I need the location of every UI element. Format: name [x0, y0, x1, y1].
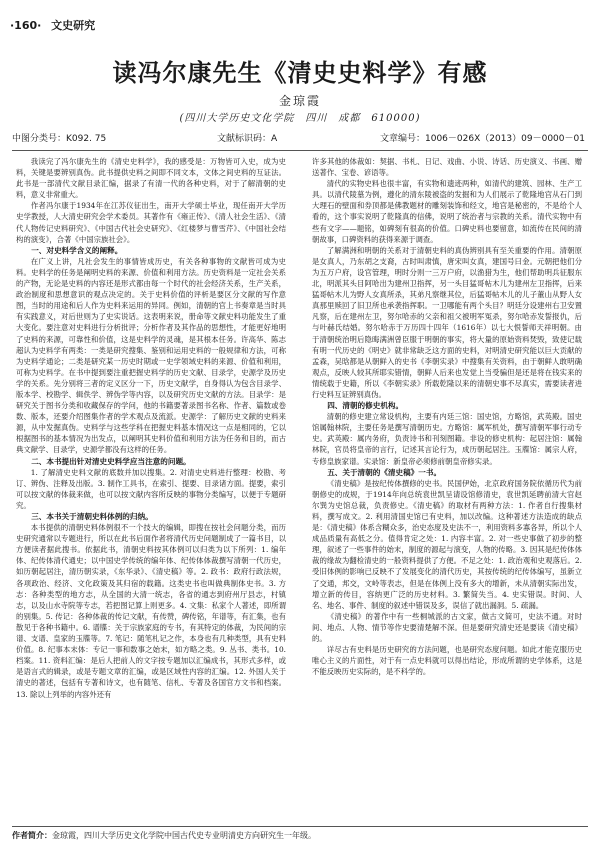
paragraph: 详尽古有史料是历史研究的方法问题，也是研究态度问题。如此才能克服历史唯心主义的片面性，对于有一点史料就可以得出结论，形成所谓的史学体系，这是不能反映历史实际的，是不科学的。: [312, 645, 582, 677]
right-text-column: [312, 156, 582, 821]
paragraph: 《清史稿》是按纪传体撰修的史书。民国伊始，北京政府国务院依循历代为前朝修史的成规，于1914年向总统袁世凯呈请设馆修清史，袁世凯延聘前清大官赵尔巽为史馆总裁，负责修史。《清史稿》的取材有两种方法：1. 作者自行搜集材料，撰写成文。2. 利用清国史馆已有史料，加以改编。这种著述方法造成的缺点是：《清史稿》体系含糊众多，治史态度及史法不一，利用资料多寡各异，所以个人成品质量有高低之分。值得肯定之处：1. 内容丰富。2. 对一些史事做了初步的整理，叙述了一些事件的始末，制度的源起与演变，人物的传略。3. 因其是纪传体体裁的缘故为翻检清史的一般资料提供了方便。不足之处：1. 政治观和史观落后。2. 受旧体例的影响已反映不了发展变化的清代历史，其按传统的纪传体编写，虽新立了交通，邦交，文岭等表志，但是在体例上没有多大的增新，未从清朝实际出发，增立新的传目，容纳更广泛的历史材料。3. 繁简失当。4. 史实错误。时间、人名、地名、事件、制度的叙述中错误及多，误信了就出漏洞。5. 疏漏。: [312, 478, 582, 610]
section-heading: 二、本书提出针对清史史料学应当注意的问题。: [31, 456, 191, 466]
section-heading: 三、本书关于清朝史料体例的归纳。: [31, 512, 153, 521]
article-title: 读冯尔康先生《清史史料学》有感: [112, 59, 488, 87]
paragraph: 了解满洲和明朝的关系对于清朝史料的真伪辨别具有至关重要的作用。清朝原是女真人，乃东胡之支裔，古时叫肃慎，唐宋叫女真，建国号曰金。元朝把他们分为五万户府，设官管理，明时分则一三万户府，以渔猎为生，他们帮助明兵征服东北，明派其头目阿哈出为建州卫指挥，另一头目猛哥帖木儿为建州左卫指挥，后来猛哥帖木儿为野人女真所杀，其弟凡察继其位，后猛哥帖木儿的儿子董山从野人女真那里赎回了旧卫所也承袭指挥职。一卫哪能有两个头目？明廷分设建州右卫安置凡察，后在建州左卫，努尔哈赤的父亲和祖父被明军冤杀，努尔哈赤发誓报仇，后与叶赫氏结婚。努尔哈赤于万历四十四年（1616年）以七大恨誓师天祥明朝。由于清朝统治明后隐晦满洲曾臣服于明朝的事实，将大量的原始资料焚毁，致使记载有明一代历史的《明史》就非常缺乏这方面的史料，对明清史研究能以巨大贡献的孟森，吴晗都是从朝鲜入的史书《李朝实录》中搜集有关资料，由于朝鲜人敢明确观点，反映人较其所耶实错情，朝鲜人后来也发觉上当受骗但是还是将在钱实来的情统载于史籍，所以《李朝实录》所载乾隆以来的清朝史事不尽真实，需要读者进行史料互证辨别真伪。: [312, 245, 582, 399]
author-note: [12, 830, 588, 842]
classification-line: [12, 132, 588, 146]
paragraph: 1. 了解清史史料文献的底数并加以搜集。2. 对清史史料进行整理：校勘、考订、辨伪、注释及出版。3. 制作工具书，在索引、提要、目录诸方面。提要，索引可以按文献的体裁来做，也可以按文献内容所反映的事物分类编写，以便于专题研究。: [16, 467, 286, 510]
paragraph: 清朝的修史建立常设机构，主要有内廷三馆：国史馆，方略馆，武英殿。国史馆属翰林院，主要任务是撰写清朝历史。方略馆：属军机处，撰写清朝军事行动专史。武英殿：属内务府，负责诗书和刊刻图籍。非设的修史机构：起居注馆：属翰林院，官员将皇帝的言行，记述其言论行为，成历朝起居注。玉牒馆：属宗人府，专修皇族家谱。实录馆：新皇帝必须修前朝皇帝修实录。: [312, 412, 582, 466]
running-header: [10, 18, 590, 34]
paragraph: 《清史稿》的著作中有一些桐城派的古文家，做古文简可，史法不通。对时间、地点、人物、情节等作史要清楚解不深。但是要研究清史还是要读《清史稿》的。: [312, 611, 582, 644]
author-note-label: 作者简介：: [12, 831, 52, 840]
article-number: 文章编号：1006－026X（2013）09－0000－01: [380, 134, 585, 144]
author-affiliation: (四川大学历史文化学院 四川 成都 610000): [179, 113, 421, 124]
section-heading: 一、对史料学含义的阐释。: [31, 245, 123, 255]
footer-divider: [12, 826, 588, 827]
paragraph: 清代的实物史料也很丰富，有实物和遗迹两种，如清代的建筑、园林、生产工具。以清代陵墓为例，遵化的清东陵被盗的发掘和为人们展示了乾隆地宫从石门到大理石的壁面和券顶都是佛教题材的雕刻装饰和经文，地宫是秘密的，不是给个人看的，这个事实说明了乾隆真的信佛，说明了统治者与宗教的关系。清代实物中有些有文字——题铭，如碑刻有很高的价值。口碑史料也要留意，如流传在民间的清朝故事，口碑资料的获得来源于调查。: [312, 179, 582, 244]
document-code: 文献标识码：A: [217, 134, 278, 144]
header-divider: [12, 150, 588, 151]
left-text-column: [16, 156, 286, 821]
section-heading: 四、清朝的修史机构。: [327, 401, 404, 411]
paragraph: 我读完了冯尔康先生的《清史史料学》，我的感受是：万物皆可入史，成为史料，关键是要辨别真伪。此书提供史料之间即不同文本，文体之间史料的互证法。此书是一部清代文献目录汇编，据录了有清一代的各种史料，对于了解清朝的史料，意义非常重大。: [16, 157, 286, 200]
journal-section: 文史研究: [51, 19, 96, 32]
paragraph: 在广义上讲，凡社会发生的事情皆成历史，有关各种事物的文献皆可成为史料。史料学的任务是阐明史料的来源、价值和利用方法。历史资料是一定社会关系的产物，无论是史料的内容还是形式都由每一个时代的社会经济关系，生产关系，政治制度和思想意识的观点决定的。关于史料价值的评析是要区分文献的写作意图，当时的用途和后人作为史料来运用的异同。例如，清朝的官上书奏章是当时具有实践意义，对后世则为了史实说话。这表明来说，册命等文献史料功能发生了重大变化。要注意对史料进行分析批评；分析作者及其作品的思想性，才能更好地明了史料的来源，可靠性和价值，这是史料学的灵魂，是其根本任务。许高华、陈志超认为史料学有两类：一类是研究搜集、鉴别和运用史料的一般规律和方法，可称为史料学通论；二类是研究某一历史时期或一史学领域史料的来源、价值和利用，可称为史料学。在书中提到要注重把握史料学的历史文献、目录学，史源学及历史学的关系。先分别将三者的定义区分一下，历史文献学，自身得认为包含目录学、版本学、校勘学、辑佚学、辨伪学等内容，以及研究历史文献的方法。目录学：是研究关于图书分类和收藏保存的学问，他的书籍要著录图书名称、作者、篇数或卷数、版本，还要介绍图集作者的学术观点及流派。史源学：了解历史文献的史料来源，从中发掘真伪。史料学与这些学科在把握史料基本情况这一点是相同的，它以根据图书的基本情况为出发点，以阐明其史料价值和利用方法为任务和目的，而古典文献学、目录学，史源学都没有这样的任务。: [16, 256, 286, 455]
author-note-text: 金琼霞，四川大学历史文化学院中国古代史专业明清史方向研究生一年级。: [52, 831, 316, 840]
article-author: 金琼霞: [278, 94, 321, 108]
paragraph: 作者冯尔康于1934年在江苏仪征出生，南开大学硕士毕业，现任南开大学历史学教授，人大清史研究会学术委员。其著作有《雍正传》、《清人社会生活》、《清代人物传记史料研究》、《中国古代社会史研究》、《红楼梦与曹雪芹》、《中国社会结构的演变》，合著《中国宗族社会》。: [16, 201, 286, 244]
section-heading: 五、关于清朝的《清史稿》一书。: [327, 467, 442, 477]
paragraph: 许多其他的体裁如：契据、书札、日记、戏曲、小说、诗话、历史演义、书画、赠送著作、宝卷、谚语等。: [312, 157, 582, 178]
paragraph: 本书提供的清朝史料体例很不一个技大的编辑，即搜在按社会问题分类，而历史研究通常以专题进行，所以在此书后面作者将清代历史问题制成了一篇书目，以方便读者据此搜书。依据此书，清朝史料按其体例可以归类为以下所列：1. 编年体、纪传体清代通史；以中国史学传统的编年体、纪传体体裁撰写清朝一代历史，如历朝起居注，清历朝实录，《东华录》、《清史稿》等。2. 政书：政府行政法规，各项政治、经济、文化政策及其归宿的载籍。这类史书也叫做典制体史书。3. 方志：各种类型的地方志，从全国的大清一统志，各省的通志到府州厅县志，村镇志，以及山水寺院等专志，若把图记算上则更多。4. 文集：私家个人著述，即所谓的别集。5. 传记：各种体裁的传记文献，有传赞，碑传铭，年谱等，有汇集，也有散见于各种书籍中。6. 谱牒：关于宗族家庭的专书，有其特定的体裁，为民间的宗谱、支谱、皇家的玉牒等。7. 笔记：随笔札记之作，本身也有几种类型，具有史料价值。8. 纪事本末体：专记一事和数事之始末，如方略之类。9. 丛书、类书。10. 档案。11. 资料汇编：是后人把前人的文字按专题加以汇编成书，其形式多样，或是语言式的辑录，或是专题文章的汇编，或是区域性内容的汇编。12. 外国人关于清史的著述，包括有专著和诗文，也有随笔、信札、专著及各国官方文书和档案。13. 除以上列举的内容外还有: [16, 523, 286, 699]
page-number: ·160·: [10, 19, 42, 32]
clc-number: 中图分类号：K092. 75: [12, 134, 107, 144]
